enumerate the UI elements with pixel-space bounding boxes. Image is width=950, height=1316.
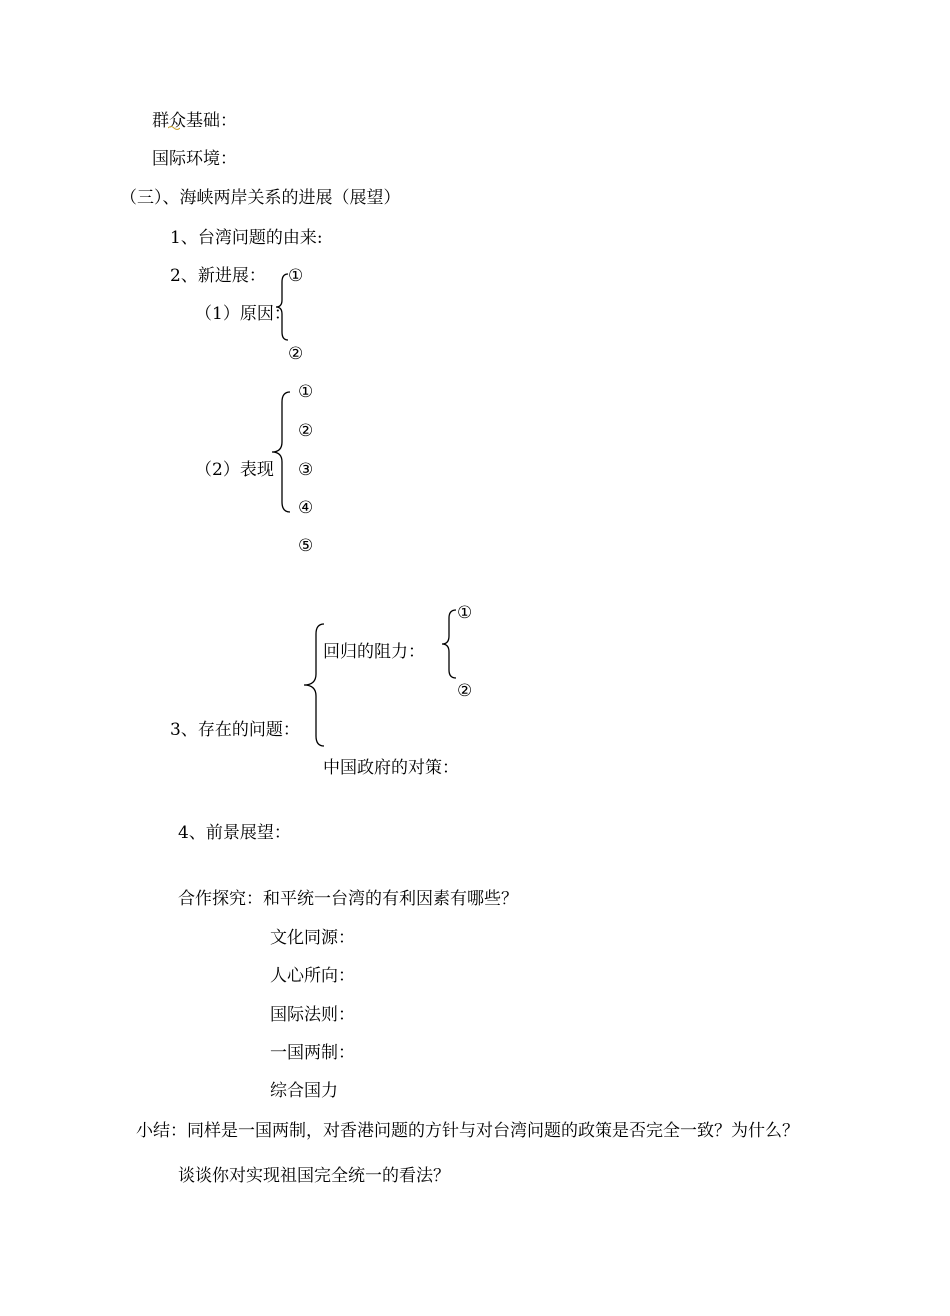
- factor-one-country: 一国两制：: [270, 1043, 355, 1063]
- manifest-brace: [268, 390, 294, 514]
- mass-basis-label: 群众基础：: [152, 111, 237, 131]
- manifest-mark-4: ④: [298, 498, 314, 518]
- manifest-mark-2: ②: [298, 421, 314, 441]
- summary-text: 小结：同样是一国两制，对香港问题的方针与对台湾问题的政策是否完全一致？为什么？: [136, 1121, 799, 1141]
- cooperate-question: 合作探究：和平统一台湾的有利因素有哪些？: [178, 889, 518, 909]
- resistance-mark-2: ②: [457, 681, 473, 701]
- item-origin: 1、台湾问题的由来:: [170, 228, 323, 248]
- section-heading: （三）、海峡两岸关系的进展（展望）: [120, 188, 401, 208]
- countermeasure-label: 中国政府的对策：: [323, 758, 459, 778]
- spelling-mark-icon: [168, 125, 180, 131]
- discussion-text: 谈谈你对实现祖国完全统一的看法？: [178, 1166, 450, 1186]
- factor-national-power: 综合国力: [270, 1081, 338, 1101]
- item-prospects: 4、前景展望：: [178, 823, 291, 843]
- factor-culture: 文化同源：: [270, 928, 355, 948]
- reason-mark-1: ①: [288, 266, 304, 286]
- reason-label: （1）原因：: [195, 304, 291, 324]
- manifest-label: （2）表现: [195, 460, 274, 480]
- manifest-mark-1: ①: [298, 382, 314, 402]
- reason-mark-2: ②: [288, 344, 304, 364]
- factor-popular-will: 人心所向：: [270, 966, 355, 986]
- resistance-mark-1: ①: [457, 603, 473, 623]
- item-problems: 3、存在的问题：: [170, 720, 300, 740]
- manifest-mark-5: ⑤: [298, 536, 314, 556]
- intl-env-label: 国际环境：: [152, 149, 237, 169]
- resistance-label: 回归的阻力：: [323, 642, 425, 662]
- item-new-progress: 2、新进展：: [170, 266, 266, 286]
- factor-intl-law: 国际法则：: [270, 1005, 355, 1025]
- manifest-mark-3: ③: [298, 460, 314, 480]
